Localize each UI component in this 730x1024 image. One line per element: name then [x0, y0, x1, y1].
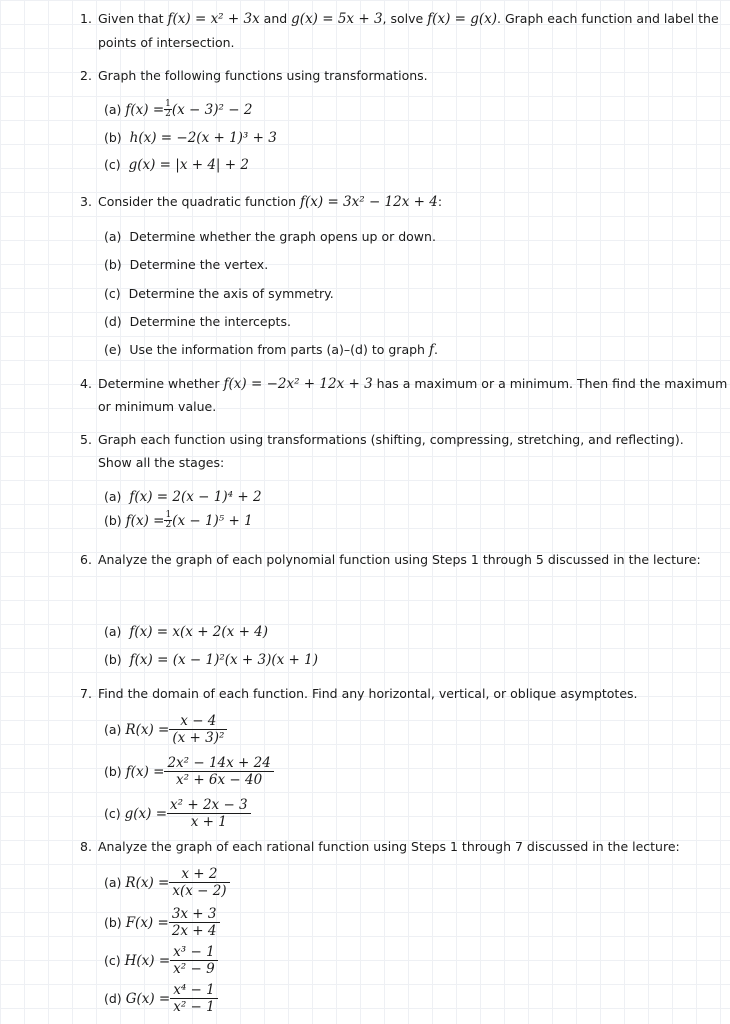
part-a: (a) R(x) = $\frac{x - 4}{\text{(x + 3)²}}$: [104, 713, 227, 746]
part-c: (c) H(x) = $\frac{\text{x³ − 1}}{\text{x² − 9}}$: [104, 944, 218, 977]
fraction: $\frac{1}{2}$: [165, 510, 172, 530]
problem-text: Graph each function using transformations (shifting, compressing, stretching, and reflecting).: [98, 432, 684, 447]
problem-number: 1.: [80, 11, 92, 26]
fraction: $\frac{\text{x³ − 1}}{\text{x² − 9}}$: [170, 944, 218, 977]
part-e: (e) Use the information from parts (a)–(d) to graph f.: [104, 342, 438, 358]
fraction: $\frac{3x + 3}{2x + 4}$: [169, 906, 220, 939]
problem-text-line-2: points of intersection.: [98, 35, 235, 50]
part-b: (b) F(x) = $\frac{3x + 3}{2x + 4}$: [104, 906, 220, 939]
part-c: (c) g(x) = |x + 4| + 2: [104, 157, 249, 173]
problem-text: Determine whether f(x) = −2x² + 12x + 3 has a maximum or a minimum. Then find the maximum: [98, 376, 728, 392]
problem-number: 3.: [80, 194, 92, 209]
problem-number: 5.: [80, 432, 92, 447]
problem-text-line-2: Show all the stages:: [98, 455, 225, 470]
part-d: (d) Determine the intercepts.: [104, 314, 291, 329]
fraction: $\frac{\text{x² + 2x − 3}}{x + 1}$: [167, 797, 251, 830]
part-b: (b) h(x) = −2(x + 1)³ + 3: [104, 130, 277, 146]
problem-number: 7.: [80, 686, 92, 701]
problem-text: Consider the quadratic function f(x) = 3x² − 12x + 4:: [98, 194, 443, 210]
fraction: $\frac{\text{x⁴ − 1}}{\text{x² − 1}}$: [170, 982, 218, 1015]
part-a: (a) f(x) = $\frac{1}{2}$ (x − 3)² − 2: [104, 99, 253, 119]
part-a: (a) R(x) = $\frac{x + 2}{x(x - 2)}$: [104, 866, 230, 899]
part-b: (b) f(x) = $\frac{\text{2x² − 14x + 24}}{\text{x² + 6x − 40}}$: [104, 755, 274, 788]
part-a: (a) f(x) = 2(x − 1)⁴ + 2: [104, 489, 262, 505]
part-a: (a) f(x) = x(x + 2(x + 4): [104, 624, 269, 640]
part-a: (a) Determine whether the graph opens up or down.: [104, 229, 436, 244]
part-c: (c) Determine the axis of symmetry.: [104, 286, 334, 301]
part-b: (b) Determine the vertex.: [104, 257, 269, 272]
problem-text: Find the domain of each function. Find any horizontal, vertical, or oblique asymptotes.: [98, 686, 638, 701]
part-d: (d) G(x) = $\frac{\text{x⁴ − 1}}{\text{x² − 1}}$: [104, 982, 218, 1015]
problem-text-line-2: or minimum value.: [98, 399, 217, 414]
problem-number: 6.: [80, 552, 92, 567]
problem-number: 2.: [80, 68, 92, 83]
problem-text: Given that f(x) = x² + 3x and g(x) = 5x + 3, solve f(x) = g(x). Graph each function and label the: [98, 11, 719, 27]
problem-number: 4.: [80, 376, 92, 391]
problem-number: 8.: [80, 839, 92, 854]
fraction: $\frac{x - 4}{\text{(x + 3)²}}$: [169, 713, 227, 746]
problem-text: Graph the following functions using transformations.: [98, 68, 428, 83]
fraction: $\frac{1}{2}$: [165, 99, 171, 119]
part-b: (b) f(x) = $\frac{1}{2}$ (x − 1)⁵ + 1: [104, 510, 253, 530]
problem-text: Analyze the graph of each polynomial function using Steps 1 through 5 discussed in the lecture:: [98, 552, 701, 567]
part-b: (b) f(x) = (x − 1)²(x + 3)(x + 1): [104, 652, 319, 668]
fraction: $\frac{\text{2x² − 14x + 24}}{\text{x² + 6x − 40}}$: [164, 755, 273, 788]
part-c: (c) g(x) = $\frac{\text{x² + 2x − 3}}{x + 1}$: [104, 797, 251, 830]
fraction: $\frac{x + 2}{x(x - 2)}$: [169, 866, 229, 899]
problem-text: Analyze the graph of each rational function using Steps 1 through 7 discussed in the lecture:: [98, 839, 680, 854]
